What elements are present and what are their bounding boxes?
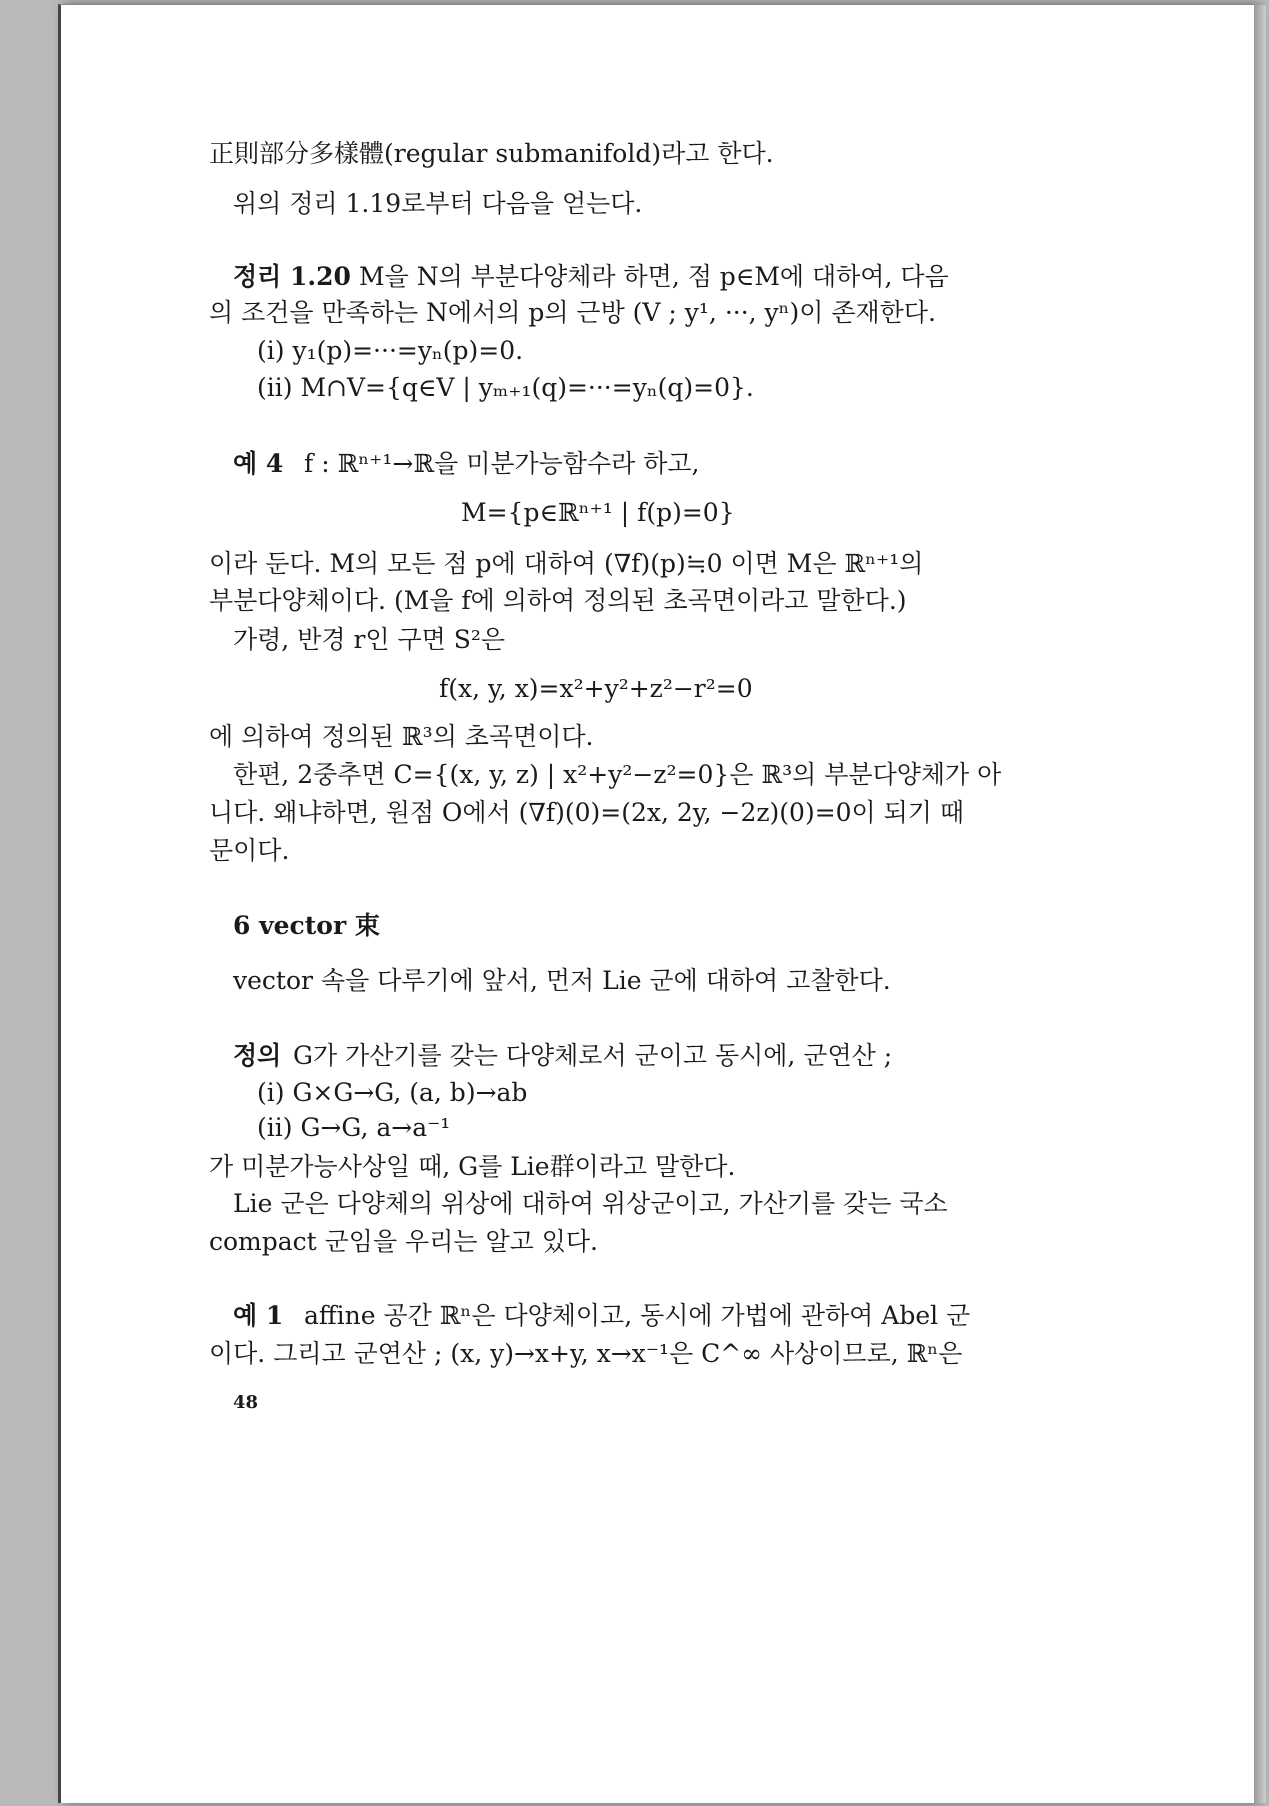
text-line: M을 N의 부분다양체라 하면, 점 p∈M에 대하여, 다음	[359, 262, 949, 291]
formula-line: M={p∈ℝⁿ⁺¹ | f(p)=0}	[461, 498, 735, 527]
section-heading: 6 vector 束	[233, 911, 380, 940]
example-label: 예 1	[233, 1301, 284, 1330]
book-page	[58, 4, 1254, 1803]
text-line: (ii) M∩V={q∈V | yₘ₊₁(q)=···=yₙ(q)=0}.	[257, 373, 754, 402]
text-line: 니다. 왜냐하면, 원점 O에서 (∇f)(0)=(2x, 2y, −2z)(0)=0이 되기 때	[209, 798, 965, 827]
text-line: 한편, 2중추면 C={(x, y, z) | x²+y²−z²=0}은 ℝ³의 부분다양체가 아	[233, 760, 1002, 789]
text-line: 이다. 그리고 군연산 ; (x, y)→x+y, x→x⁻¹은 C^∞ 사상이므로, ℝⁿ은	[209, 1339, 963, 1368]
text-line: f : ℝⁿ⁺¹→ℝ을 미분가능함수라 하고,	[304, 449, 700, 478]
text-line: affine 공간 ℝⁿ은 다양체이고, 동시에 가법에 관하여 Abel 군	[304, 1301, 971, 1330]
text-line: 문이다.	[209, 836, 290, 865]
text-line: 의 조건을 만족하는 N에서의 p의 근방 (V ; y¹, ···, yⁿ)이 존재한다.	[209, 298, 936, 327]
text-line: (i) y₁(p)=···=yₙ(p)=0.	[257, 336, 524, 365]
text-line: Lie 군은 다양체의 위상에 대하여 위상군이고, 가산기를 갖는 국소	[233, 1189, 948, 1218]
text-line: vector 속을 다루기에 앞서, 먼저 Lie 군에 대하여 고찰한다.	[233, 966, 891, 995]
text-line: compact 군임을 우리는 알고 있다.	[209, 1227, 598, 1256]
text-line: 正則部分多樣體(regular submanifold)라고 한다.	[209, 139, 774, 168]
theorem-label: 정리 1.20	[233, 262, 351, 291]
text-line: (i) G×G→G, (a, b)→ab	[257, 1078, 528, 1107]
text-line: 이라 둔다. M의 모든 점 p에 대하여 (∇f)(p)≒0 이면 M은 ℝⁿ⁺¹의	[209, 549, 924, 578]
text-line: 가 미분가능사상일 때, G를 Lie群이라고 말한다.	[209, 1152, 736, 1181]
definition-label: 정의	[233, 1041, 282, 1070]
text-line: (ii) G→G, a→a⁻¹	[257, 1113, 451, 1142]
text-line: 부분다양체이다. (M을 f에 의하여 정의된 초곡면이라고 말한다.)	[209, 586, 907, 615]
example-label: 예 4	[233, 449, 284, 478]
text-line: 위의 정리 1.19로부터 다음을 얻는다.	[233, 189, 643, 218]
text-line: G가 가산기를 갖는 다양체로서 군이고 동시에, 군연산 ;	[293, 1041, 893, 1070]
text-line: 에 의하여 정의된 ℝ³의 초곡면이다.	[209, 722, 594, 751]
formula-line: f(x, y, x)=x²+y²+z²−r²=0	[439, 674, 753, 703]
page-number: 48	[233, 1392, 259, 1413]
text-line: 가령, 반경 r인 구면 S²은	[233, 625, 506, 654]
